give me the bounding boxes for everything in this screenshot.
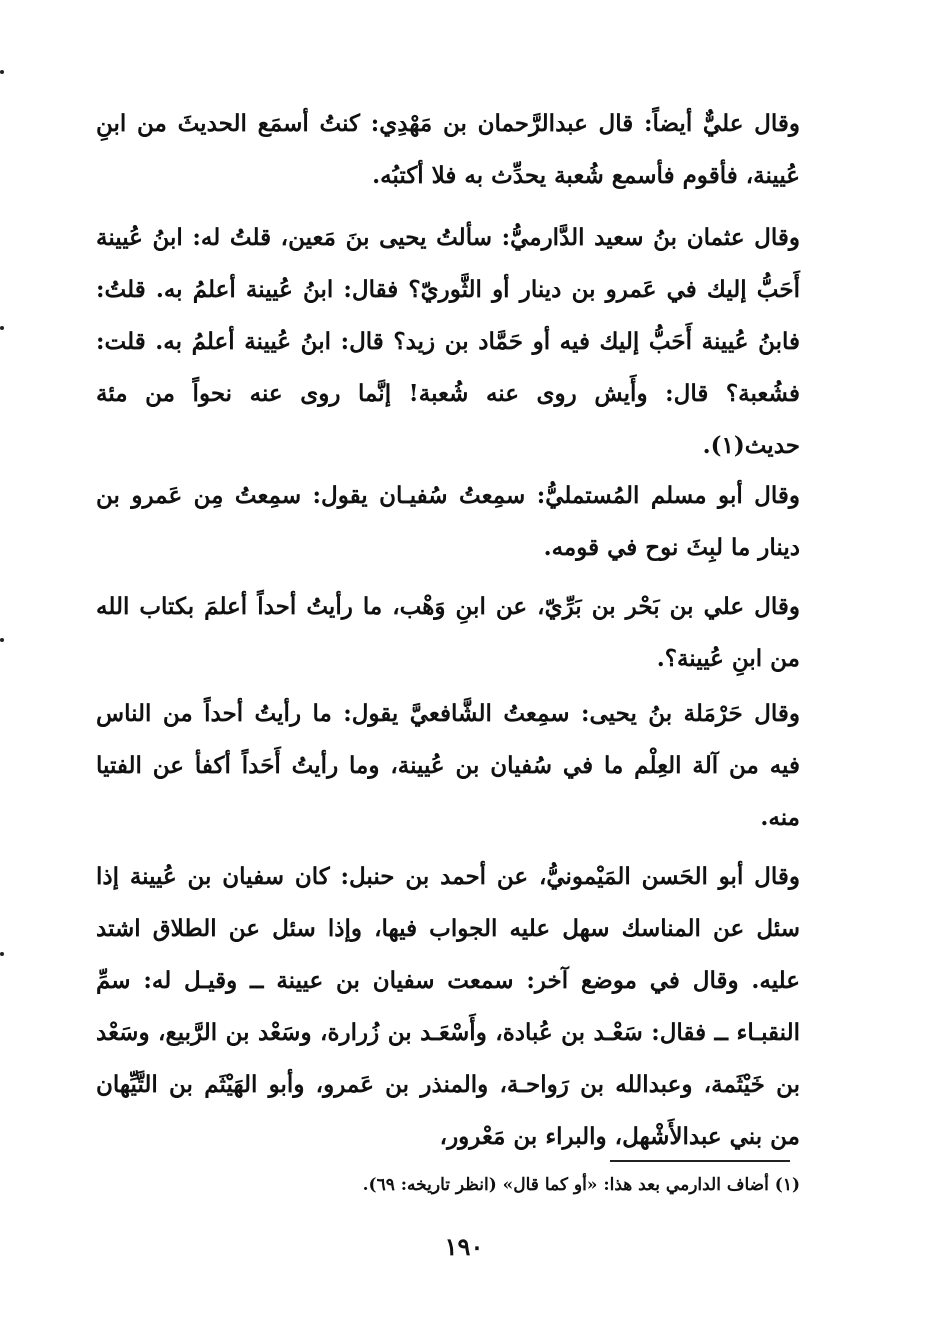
scan-mark (0, 638, 4, 642)
paragraph-5: وقال حَرْمَلة بنُ يحيى: سمِعتُ الشَّافعيَّ يقول: ما رأيتُ أحداً من الناس فيه من آلة العِلْم ما في سُفيان بن عُيينة، وما رأيتُ أَحَداً أكفأ عن الفتيا منه. (96, 700, 800, 831)
scan-mark (0, 70, 4, 74)
paragraph-2: وقال عثمان بنُ سعيد الدَّارميُّ: سألتُ يحيى بنَ مَعين، قلتُ له: ابنُ عُيينة أَحَبُّ إليك في عَمرو بن دينار أو الثَّوريّ؟ فقال: ابنُ عُيينة أعلمُ به. قلتُ: فابنُ عُيينة أَحَبُّ إليك فيه أو حَمَّاد بن زيد؟ قال: ابنُ عُيينة أعلمُ به. قلت: فشُعبة؟ قال: وأَيش روى عنه شُعبة! إنَّما روى عنه نحواً من مئة حديث(١). (96, 224, 800, 459)
paragraph-4: وقال علي بن بَحْر بن بَرِّيّ، عن ابنِ وَهْب، ما رأيتُ أحداً أعلمَ بكتاب الله من ابنِ عُيينة؟. (96, 593, 800, 672)
paragraph-3: وقال أبو مسلم المُستمليُّ: سمِعتُ سُفيـان يقول: سمِعتُ مِن عَمرو بن دينار ما لبِثَ نوح في قومه. (96, 482, 800, 561)
paragraph-6: وقال أبو الحَسن المَيْمونيُّ، عن أحمد بن حنبل: كان سفيان بن عُيينة إذا سئل عن المناسك سهل عليه الجواب فيها، وإذا سئل عن الطلاق اشتد عليه. وقال في موضع آخر: سمعت سفيان بن عيينة ــ وقيـل له: سمِّ النقبـاء ــ فقال: سَعْـد بن عُبادة، وأَسْعَـد بن زُرارة، وسَعْد بن الرَّبيع، وسَعْد بن خَيْثَمة، وعبدالله بن رَواحـة، والمنذر بن عَمرو، وأبو الهَيْثَم بن التَّيِّهان من بني عبدالأَشْهل، والبراء بن مَعْرور، (96, 863, 800, 1150)
scan-mark (0, 952, 4, 956)
footnote-divider (610, 1160, 790, 1162)
paragraph-1: وقال عليٌّ أيضاً: قال عبدالرَّحمان بن مَهْدِي: كنتُ أسمَع الحديثَ من ابنِ عُيينة، فأقوم فأسمع شُعبة يحدِّث به فلا أكتبُه. (96, 110, 800, 189)
footnote: (١) أضاف الدارمي بعد هذا: «أو كما قال» (انظر تاريخه: ٦٩). (362, 1175, 800, 1195)
page-number: ١٩٠ (444, 1232, 484, 1261)
scan-mark (0, 326, 4, 330)
